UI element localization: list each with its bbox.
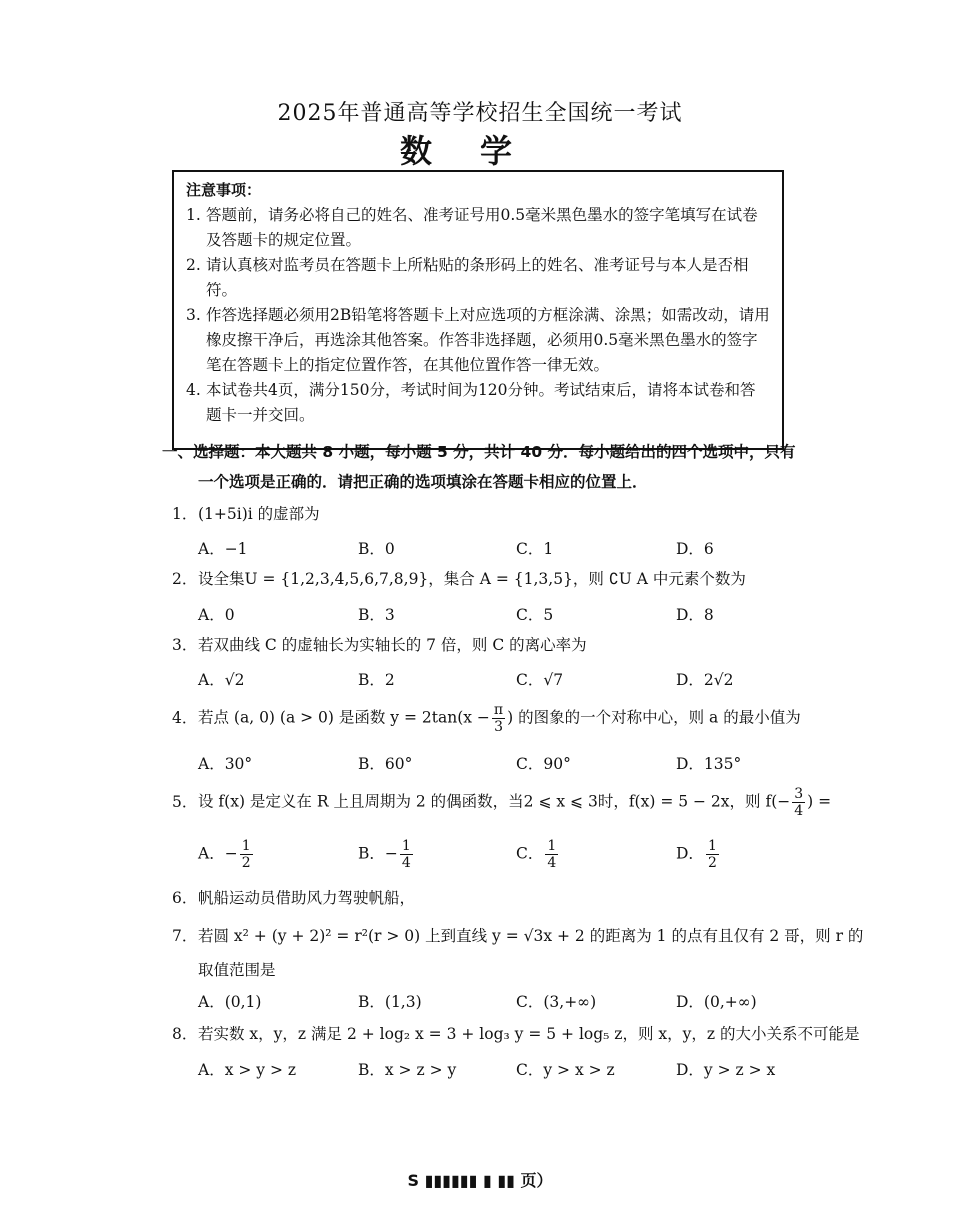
question-stem: 若圆 x² + (y + 2)² = r²(r > 0) 上到直线 y = √3x + 2 的距离为 1 的点有且仅有 2 哥，则 r 的	[198, 927, 864, 945]
question-5	[172, 786, 832, 819]
option-c[interactable]	[516, 838, 560, 871]
notice-item-text: 请认真核对监考员在答题卡上所粘贴的条形码上的姓名、准考证号与本人是否相符。	[206, 256, 749, 299]
option-label: C．	[516, 844, 544, 863]
section-heading-line1: 一、选择题：本大题共 8 小题，每小题 5 分，共计 40 分．每小题给出的四个选项中，只有	[162, 443, 796, 461]
fraction	[545, 838, 558, 871]
option-a[interactable]: A．(0,1)	[198, 993, 262, 1011]
notice-item	[186, 253, 770, 303]
question-stem: 设全集U = {1,2,3,4,5,6,7,8,9}，集合 A = {1,3,5}，则 ∁U A 中元素个数为	[198, 570, 746, 588]
question-number: 2．	[172, 570, 198, 588]
notice-item	[186, 378, 770, 428]
option-d[interactable]: D．135°	[676, 755, 742, 773]
question-stem: 帆船运动员借助风力驾驶帆船，	[198, 889, 416, 907]
option-d[interactable]: D．8	[676, 606, 714, 624]
option-a[interactable]: A．√2	[198, 671, 245, 689]
fraction-denominator: 4	[401, 855, 411, 871]
option-d[interactable]	[676, 838, 721, 871]
notice-item-number: 3.	[186, 306, 201, 324]
question-stem-part1: 设 f(x) 是定义在 R 上且周期为 2 的偶函数，当2 ⩽ x ⩽ 3时，f(x) = 5 − 2x，则 f(−	[198, 792, 791, 811]
option-b[interactable]: B．3	[358, 606, 395, 624]
question-number: 4．	[172, 708, 198, 727]
notice-item-text: 作答选择题必须用2B铅笔将答题卡上对应选项的方框涂满、涂黑；如需改动，请用橡皮擦干净后，再选涂其他答案。作答非选择题，必须用0.5毫米黑色墨水的签字笔在答题卡上的指定位置作答，在其他位置作答一律无效。	[206, 306, 770, 374]
option-a[interactable]: A．x > y > z	[198, 1061, 297, 1079]
option-c[interactable]: C．90°	[516, 755, 571, 773]
fraction	[492, 702, 505, 735]
question-stem-line2: 取值范围是	[198, 961, 276, 979]
option-d[interactable]: D．6	[676, 540, 714, 558]
fraction	[400, 838, 413, 871]
question-stem-part2: ) =	[807, 792, 832, 811]
notice-item-number: 1.	[186, 206, 201, 224]
fraction-numerator: 1	[401, 838, 411, 854]
question-8	[172, 1022, 860, 1044]
option-b[interactable]: B．2	[358, 671, 395, 689]
fraction-numerator: π	[493, 702, 504, 718]
question-8-options	[198, 1058, 798, 1082]
question-number: 6．	[172, 889, 198, 907]
option-c[interactable]: C．(3,+∞)	[516, 993, 597, 1011]
option-b[interactable]: B．(1,3)	[358, 993, 422, 1011]
option-c[interactable]: C．1	[516, 540, 554, 558]
fraction-numerator: 1	[547, 838, 557, 854]
question-number: 8．	[172, 1025, 198, 1043]
notice-box	[172, 170, 784, 450]
question-2	[172, 567, 812, 589]
subject-title: 数学	[399, 132, 560, 170]
option-a[interactable]: A．30°	[198, 755, 253, 773]
option-b[interactable]	[358, 838, 415, 871]
option-a[interactable]: A．−1	[198, 540, 248, 558]
notice-item-number: 4.	[186, 381, 201, 399]
page-footer: S ▮▮▮▮▮▮ ▮ ▮▮ 页）	[407, 1171, 553, 1190]
question-5-options	[198, 838, 798, 878]
question-stem: (1+5i)i 的虚部为	[198, 505, 320, 523]
option-c[interactable]: C．5	[516, 606, 554, 624]
question-number: 1．	[172, 505, 198, 523]
question-4-options	[198, 752, 798, 776]
option-a[interactable]	[198, 838, 255, 871]
question-number: 3．	[172, 636, 198, 654]
notice-item-number: 2.	[186, 256, 201, 274]
exam-title: 2025年普通高等学校招生全国统一考试	[277, 101, 683, 126]
option-label: D．	[676, 844, 704, 863]
fraction	[706, 838, 719, 871]
option-d[interactable]: D．(0,+∞)	[676, 993, 757, 1011]
notice-item-text: 答题前，请务必将自己的姓名、准考证号用0.5毫米黑色墨水的签字笔填写在试卷及答题卡的规定位置。	[206, 206, 758, 249]
fraction-denominator: 4	[794, 803, 804, 819]
option-b[interactable]: B．0	[358, 540, 395, 558]
notice-title: 注意事项：	[186, 181, 262, 199]
fraction	[792, 786, 805, 819]
question-7-continuation	[198, 958, 838, 980]
question-4	[172, 702, 812, 735]
section-heading	[162, 437, 802, 497]
option-d[interactable]: D．y > z > x	[676, 1061, 776, 1079]
question-2-options	[198, 603, 798, 627]
option-label: B．−	[358, 844, 398, 863]
question-stem-part2: ) 的图象的一个对称中心，则 a 的最小值为	[507, 708, 801, 727]
fraction-numerator: 3	[794, 786, 804, 802]
question-1-options	[198, 537, 798, 561]
fraction-denominator: 2	[241, 855, 251, 871]
question-stem-part1: 若点 (a, 0) (a > 0) 是函数 y = 2tan(x −	[198, 708, 490, 727]
option-c[interactable]: C．√7	[516, 671, 564, 689]
question-1	[172, 502, 812, 524]
question-stem: 若实数 x，y，z 满足 2 + log₂ x = 3 + log₃ y = 5 + log₅ z，则 x，y，z 的大小关系不可能是	[198, 1025, 860, 1043]
question-7	[172, 924, 864, 946]
question-stem: 若双曲线 C 的虚轴长为实轴长的 7 倍，则 C 的离心率为	[198, 636, 587, 654]
fraction	[240, 838, 253, 871]
option-c[interactable]: C．y > x > z	[516, 1061, 615, 1079]
fraction-numerator: 1	[241, 838, 251, 854]
option-b[interactable]: B．x > z > y	[358, 1061, 457, 1079]
option-b[interactable]: B．60°	[358, 755, 413, 773]
question-number: 5．	[172, 792, 198, 811]
fraction-denominator: 3	[494, 719, 503, 735]
notice-item	[186, 303, 770, 378]
option-a[interactable]: A．0	[198, 606, 235, 624]
fraction-denominator: 2	[707, 855, 717, 871]
question-7-options	[198, 990, 798, 1014]
fraction-numerator: 1	[707, 838, 717, 854]
question-3-options	[198, 668, 798, 692]
notice-item-text: 本试卷共4页，满分150分，考试时间为120分钟。考试结束后，请将本试卷和答题卡一并交回。	[206, 381, 756, 424]
question-number: 7．	[172, 927, 198, 945]
section-heading-line2: 一个选项是正确的．请把正确的选项填涂在答题卡相应的位置上．	[198, 473, 648, 491]
fraction-denominator: 4	[547, 855, 557, 871]
notice-item	[186, 203, 770, 253]
question-3	[172, 633, 812, 655]
option-label: A．−	[198, 844, 238, 863]
question-6	[172, 886, 812, 908]
option-d[interactable]: D．2√2	[676, 671, 734, 689]
